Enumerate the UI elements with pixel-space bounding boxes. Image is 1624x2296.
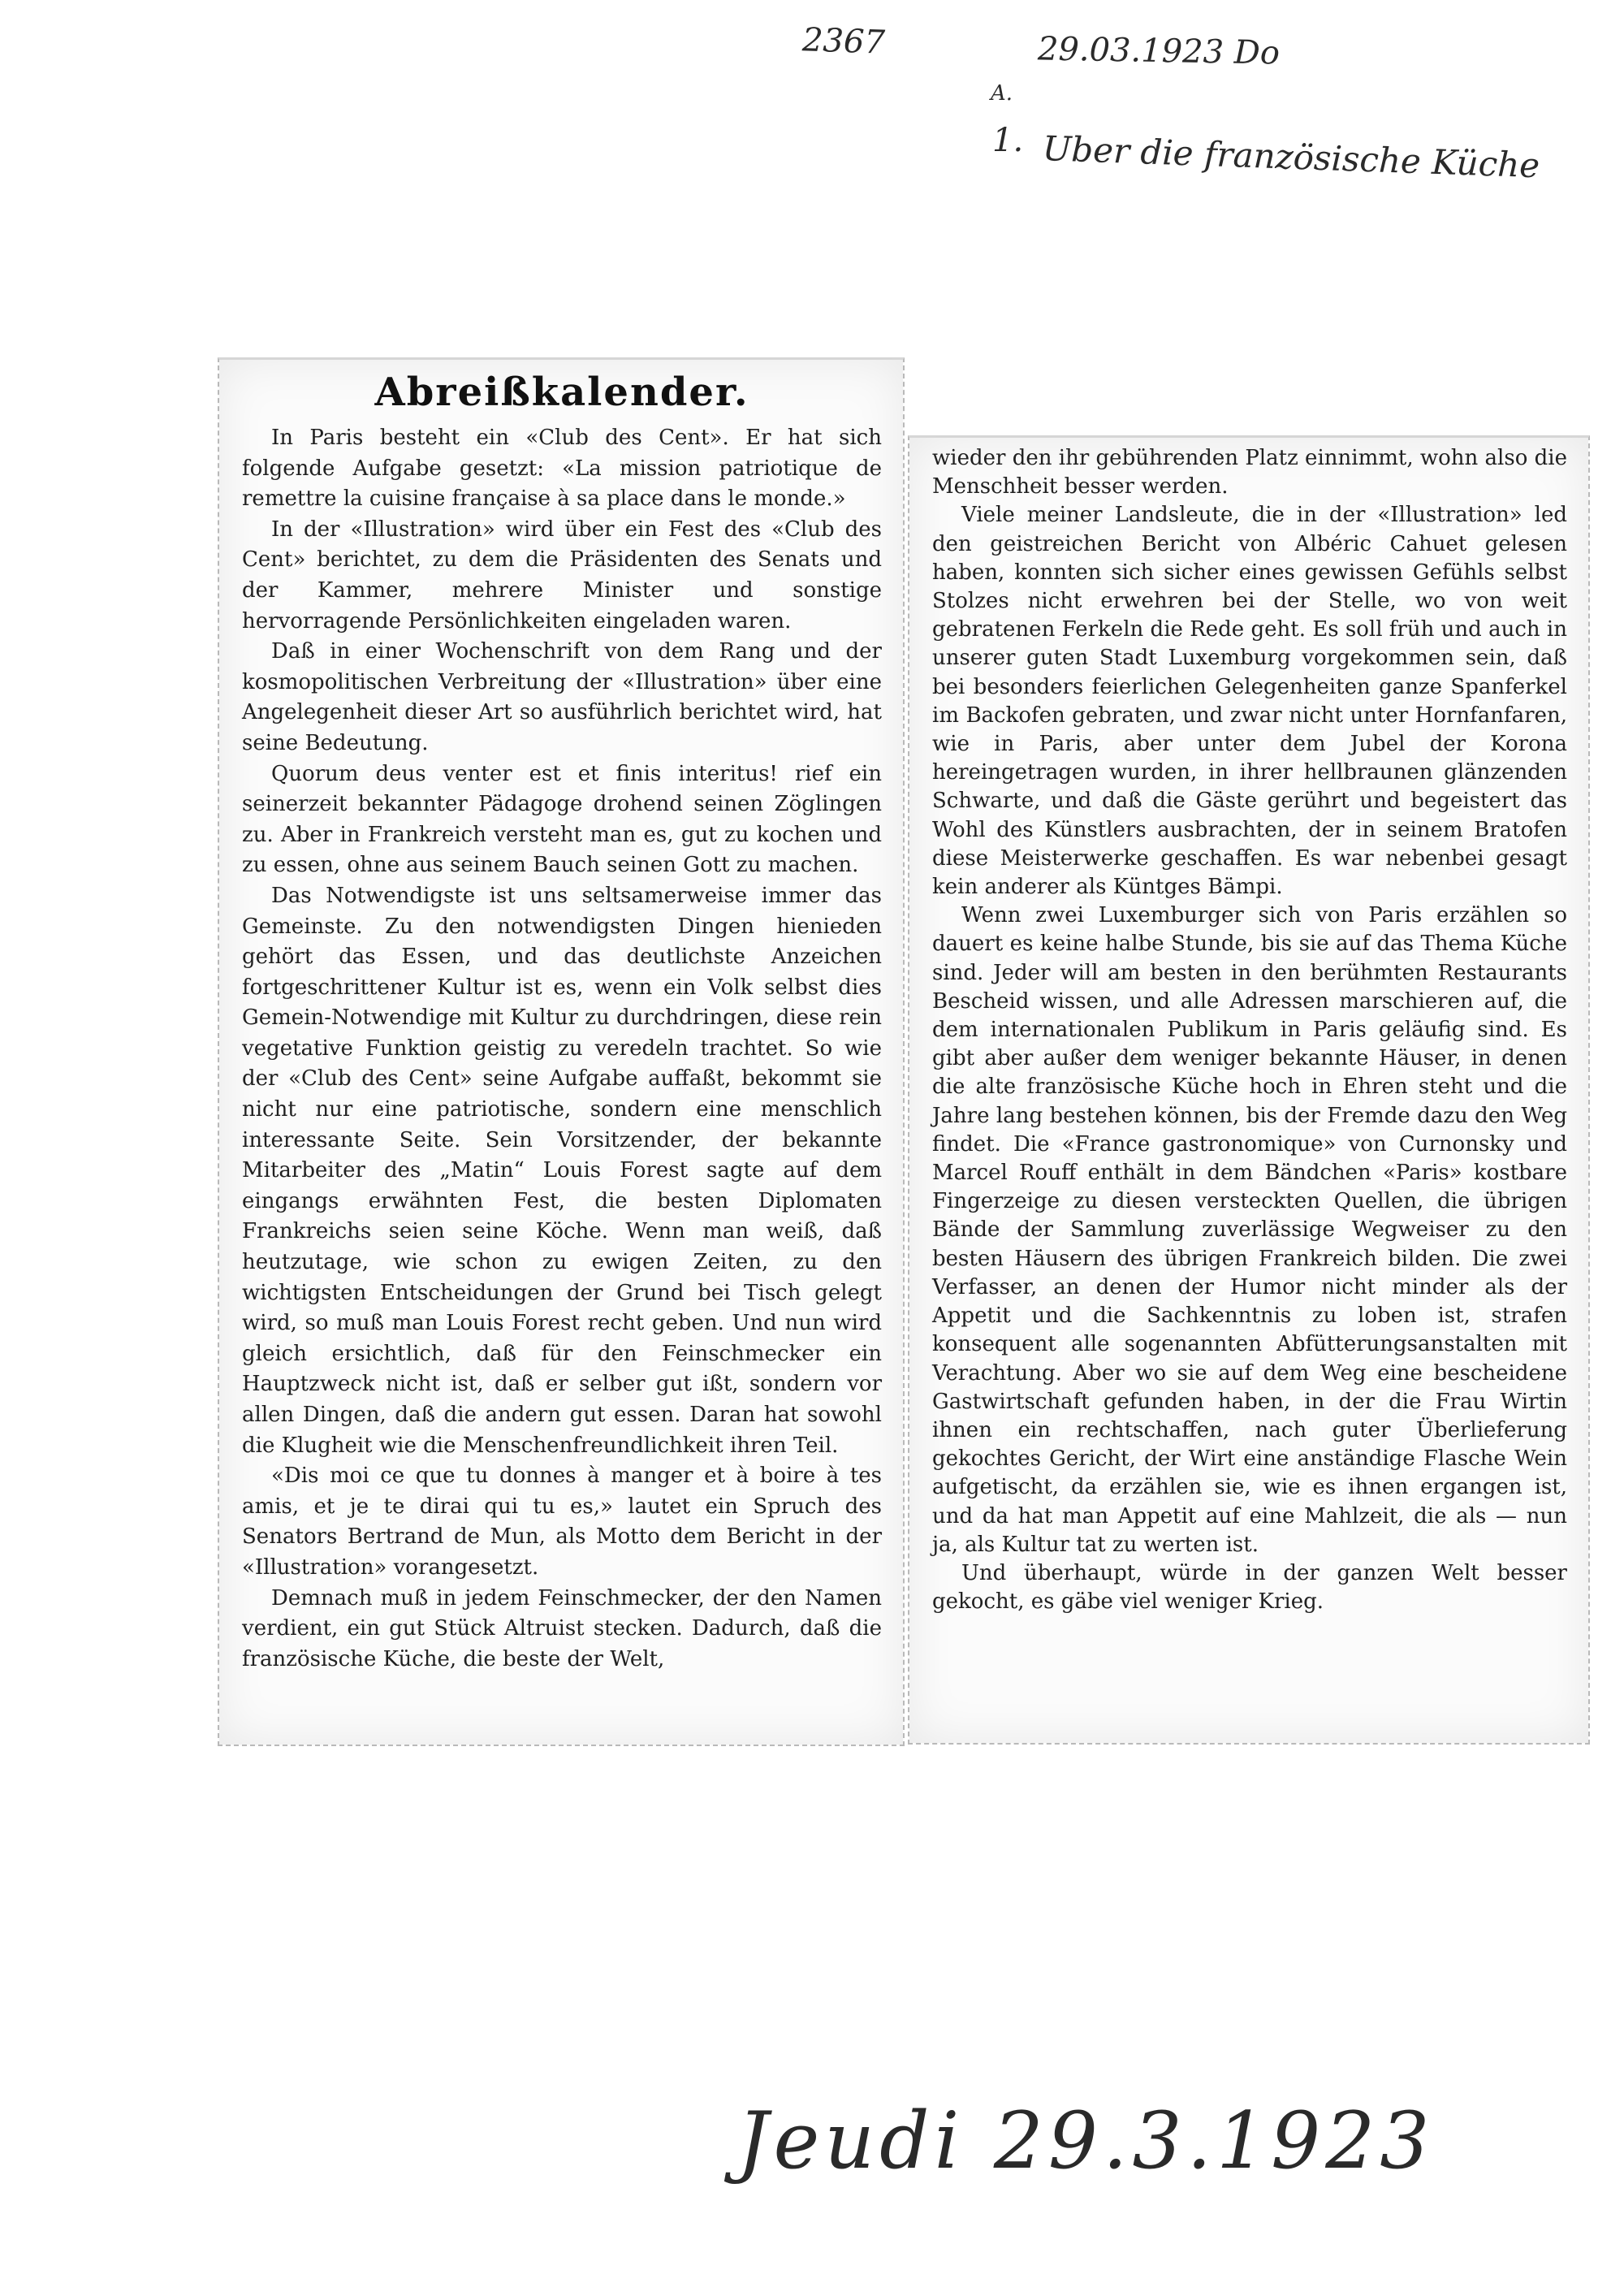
article-paragraph: Daß in einer Wochenschrift von dem Rang und der kosmopolitischen Verbreitung der «Illustration» über eine Angelegenheit dieser Art so ausführlich berichtet wird, hat seine Bedeutung. [242,639,882,755]
footer-handwritten-date: Jeudi 29.3.1923 [737,2095,1435,2186]
topic-note: Uber die französische Küche [1042,128,1540,186]
annotation-index: 1. [992,122,1024,159]
article-paragraph: In der «Illustration» wird über ein Fest des «Club des Cent» berichtet, zu dem die Präsidenten des Senats und der Kammer, mehrere Minister und sonstige hervorragende Persönlichkeiten eingeladen waren. [242,517,882,633]
archive-date: 29.03.1923 Do [1037,30,1281,72]
article-paragraph: Quorum deus venter est et finis interitus! rief ein seinerzeit bekannter Pädagoge drohend seinen Zöglingen zu. Aber in Frankreich versteht man es, gut zu kochen und zu essen, ohne aus seinem Bauch seinen Gott zu machen. [242,761,882,878]
article-paragraph: Demnach muß in jedem Feinschmecker, der den Namen verdient, ein gut Stück Altruist stecken. Dadurch, daß die französische Küche, die beste der Welt, [242,1585,882,1671]
article-column-right [908,435,1590,1745]
annotation-mark: A. [991,81,1013,106]
article-paragraph: wieder den ihr gebührenden Platz einnimmt, wohn also die Menschheit besser werden. [932,446,1567,499]
article-paragraph: Und überhaupt, würde in der ganzen Welt besser gekocht, es gäbe viel weniger Krieg. [932,1560,1567,1615]
article-column-left [218,357,905,1746]
article-paragraph: Viele meiner Landsleute, die in der «Illustration» led den geistreichen Bericht von Albéric Cahuet gelesen haben, konnten sich sicher eines gewissen Gefühls selbst Stolzes nicht erwehren bei der Stelle, wo von weit gebratenen Ferkeln die Rede geht. Es soll früh und auch in unserer guten Stadt Luxemburg vorgekommen sein, daß bei besonders feierlichen Gelegenheiten ganze Spanferkel im Backofen gebraten, und zwar nicht unter Hornfanfaren, wie in Paris, aber unter dem Jubel der Korona hereingetragen wurden, in ihrer hellbraunen glänzenden Schwarte, und daß die Gäste gerührt und begeistert das Wohl des Künstlers ausbrachten, der in seinem Bratofen diese Meisterwerke geschaffen. Es war nebenbei gesagt kein anderer als Küntges Bämpi. [932,503,1567,900]
article-paragraph: In Paris besteht ein «Club des Cent». Er hat sich folgende Aufgabe gesetzt: «La mission patriotique de remettre la cuisine française à sa place dans le monde.» [242,426,882,512]
article-paragraph: Wenn zwei Luxemburger sich von Paris erzählen so dauert es keine halbe Stunde, bis sie auf das Thema Küche sind. Jeder will am besten in den berühmten Restaurants Bescheid wissen, und alle Adressen marschieren auf, die dem internationalen Publikum in Paris geläufig sind. Es gibt aber außer dem weniger bekannte Häuser, in denen die alte französische Küche hoch in Ehren steht und die Jahre lang bestehen können, bis der Fremde dazu den Weg findet. Die «France gastronomique» von Curnonsky und Marcel Rouff enthält in dem Bändchen «Paris» kostbare Fingerzeige zu diesen versteckten Quellen, die übrigen Bände der Sammlung zuverlässige Wegweiser zu den besten Häusern des übrigen Frankreich bilden. Die zwei Verfasser, an denen der Humor nicht minder als der Appetit und die Sachkenntnis zu loben ist, strafen konsequent alle sogenannten Abfütterungsanstalten mit Verachtung. Aber wo sie auf dem Weg eine bescheidene Gastwirtschaft gefunden haben, in der die Frau Wirtin ihnen ein rechtschaffen, nach guter Überlieferung gekochtes Gericht, der Wirt eine anständige Flasche Wein aufgetischt, da erzählen sie, wie es ihnen ergangen ist, und da hat man Appetit auf eine Mahlzeit, die als — nun ja, als Kultur tat zu werten ist. [932,903,1567,1557]
newspaper-clipping [16,357,1608,1746]
article-headline: Abreißkalender. [374,370,749,415]
article-paragraph: «Dis moi ce que tu donnes à manger et à boire à tes amis, et je te dirai qui tu es,» lautet ein Spruch des Senators Bertrand de Mun, als Motto dem Bericht in der «Illustration» vorangesetzt. [242,1464,882,1580]
article-paragraph: Das Notwendigste ist uns seltsamerweise immer das Gemeinste. Zu den notwendigsten Dingen hienieden gehört das Essen, und das deutlichste Anzeichen fortgeschrittener Kultur ist es, wenn ein Volk selbst dies Gemein-Notwendige mit Kultur zu durchdringen, diese rein vegetative Funktion geistig zu veredeln trachtet. So wie der «Club des Cent» seine Aufgabe auffaßt, bekommt sie nicht nur eine patriotische, sondern eine menschlich interessante Seite. Sein Vorsitzender, der bekannte Mitarbeiter des „Matin“ Louis Forest sagte auf dem eingangs erwähnten Fest, die besten Diplomaten Frankreichs seien seine Köche. Wenn man weiß, daß heutzutage, wie schon zu ewigen Zeiten, zu den wichtigsten Entscheidungen der Grund bei Tisch gelegt wird, so muß man Louis Forest recht geben. Und nun wird gleich ersichtlich, daß für den Feinschmecker ein Hauptzweck nicht ist, daß er selber gut ißt, sondern vor allen Dingen, daß die andern gut essen. Daran hat sowohl die Klugheit wie die Menschenfreundlichkeit ihren Teil. [242,883,882,1458]
archive-number: 2367 [801,21,886,62]
